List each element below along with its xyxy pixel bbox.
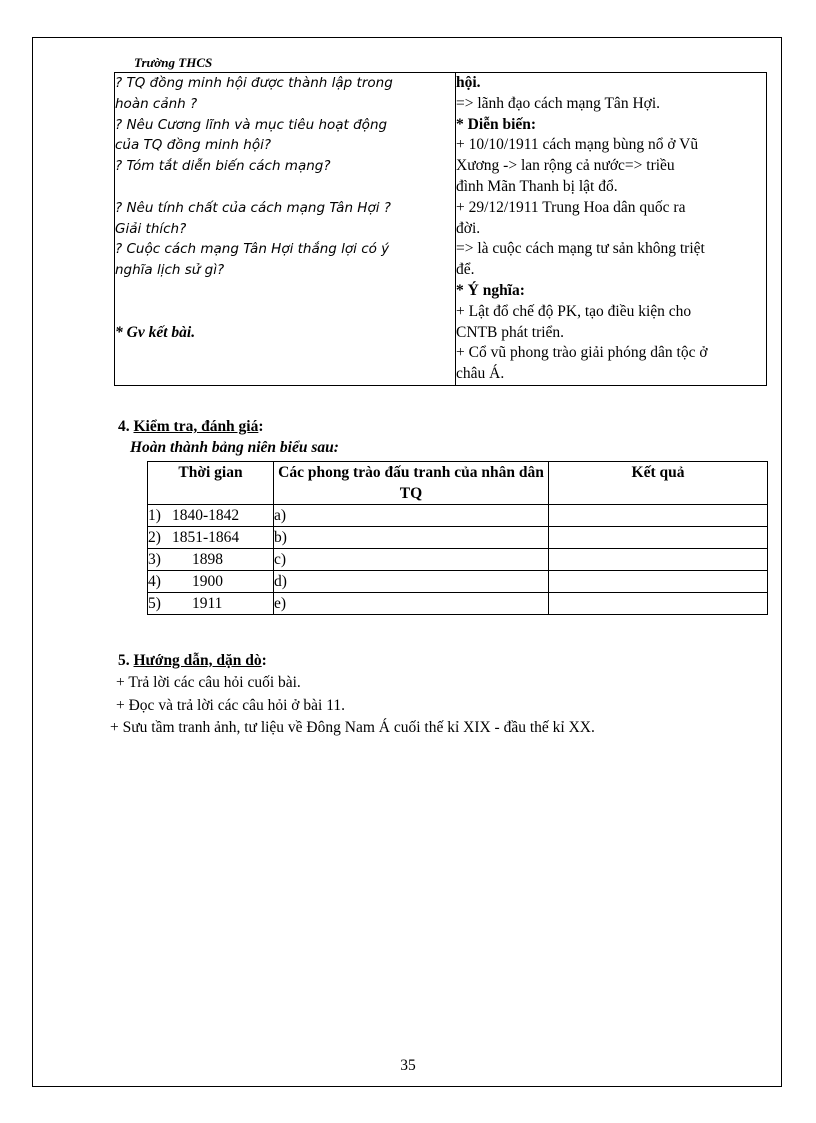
row-number: 5) [148, 595, 161, 612]
lesson-table [114, 72, 767, 386]
section-5-heading [118, 652, 267, 670]
table-row [148, 571, 768, 593]
row-year: 1851-1864 [172, 529, 240, 546]
question-line: ? Tóm tắt diễn biến cách mạng? [115, 158, 331, 175]
result-cell[interactable] [549, 549, 768, 571]
movement-cell[interactable]: d) [274, 571, 549, 593]
time-cell [148, 593, 274, 615]
row-number: 3) [148, 551, 161, 568]
movement-cell[interactable]: a) [274, 505, 549, 527]
movement-cell[interactable]: c) [274, 549, 549, 571]
header-result: Kết quả [549, 462, 768, 505]
conclusion-note: * Gv kết bài. [115, 323, 196, 341]
answer-line: + Cổ vũ phong trào giải phóng dân tộc ở [456, 344, 708, 362]
time-cell [148, 571, 274, 593]
question-line: ? Nêu Cương lĩnh và mục tiêu hoạt động [115, 116, 388, 133]
section-4-colon: : [258, 418, 264, 435]
row-number: 2) [148, 529, 161, 546]
answer-line: + Lật đổ chế độ PK, tạo điều kiện cho [456, 302, 692, 320]
result-cell[interactable] [549, 593, 768, 615]
answers-column [456, 73, 767, 386]
question-line: hoàn cảnh ? [115, 95, 198, 112]
time-cell [148, 549, 274, 571]
section-4-number: 4. [118, 418, 134, 435]
section-4-subtitle: Hoàn thành bảng niên biểu sau: [130, 439, 339, 456]
row-year: 1911 [192, 595, 223, 612]
answer-line: + 10/10/1911 cách mạng bùng nổ ở Vũ [456, 136, 699, 154]
result-cell[interactable] [549, 527, 768, 549]
question-line: Giải thích? [115, 220, 187, 237]
homework-item: + Đọc và trả lời các câu hỏi ở bài 11. [116, 697, 345, 714]
question-line: ? Nêu tính chất của cách mạng Tân Hợi ? [115, 199, 391, 216]
row-year: 1840-1842 [172, 507, 240, 524]
section-5-title: Hướng dẫn, dặn dò [133, 652, 262, 669]
answer-line: châu Á. [456, 365, 505, 383]
table-row [148, 527, 768, 549]
section-5-colon: : [261, 652, 267, 669]
table-row [148, 549, 768, 571]
answer-line: đời. [456, 219, 481, 237]
answer-heading-events: * Diễn biến: [456, 115, 537, 133]
header-time: Thời gian [148, 462, 274, 505]
time-cell [148, 505, 274, 527]
school-name: Trường THCS [134, 55, 213, 70]
answer-line: => lãnh đạo cách mạng Tân Hợi. [456, 94, 661, 112]
movement-cell[interactable]: b) [274, 527, 549, 549]
answer-heading-meaning: * Ý nghĩa: [456, 281, 525, 299]
row-number: 1) [148, 507, 161, 524]
answer-line: Xương -> lan rộng cả nước=> triều [456, 157, 675, 175]
question-line [115, 281, 455, 302]
table-row [148, 505, 768, 527]
section-4-title: Kiểm tra, đánh giá [133, 418, 259, 435]
time-cell [148, 527, 274, 549]
question-line: ? Cuộc cách mạng Tân Hợi thắng lợi có ý [115, 241, 390, 258]
header-movements: Các phong trào đấu tranh của nhân dân TQ [274, 462, 549, 505]
questions-column [115, 73, 456, 386]
section-4-heading [118, 418, 264, 436]
question-line [115, 177, 455, 198]
result-cell[interactable] [549, 505, 768, 527]
answer-line: đình Mãn Thanh bị lật đổ. [456, 177, 618, 195]
table-row [148, 593, 768, 615]
answer-line: => là cuộc cách mạng tư sản không triệt [456, 240, 705, 258]
section-5-number: 5. [118, 652, 134, 669]
answer-line: + 29/12/1911 Trung Hoa dân quốc ra [456, 198, 686, 216]
row-year: 1898 [192, 551, 223, 568]
row-year: 1900 [192, 573, 223, 590]
homework-item: + Sưu tầm tranh ảnh, tư liệu về Đông Nam Á cuối thế kỉ XIX - đầu thế kỉ XX. [110, 719, 595, 736]
answer-line: hội. [456, 74, 481, 91]
answer-line: CNTB phát triển. [456, 323, 565, 341]
row-number: 4) [148, 573, 161, 590]
answer-line: để. [456, 261, 475, 279]
page-number: 35 [400, 1057, 416, 1074]
homework-item: + Trả lời các câu hỏi cuối bài. [116, 674, 301, 691]
question-line: ? TQ đồng minh hội được thành lập trong [115, 75, 393, 91]
result-cell[interactable] [549, 571, 768, 593]
question-line: của TQ đồng minh hội? [115, 137, 271, 154]
question-line: nghĩa lịch sử gì? [115, 262, 225, 279]
timeline-header-row [148, 462, 768, 505]
timeline-table [147, 461, 768, 615]
movement-cell[interactable]: e) [274, 593, 549, 615]
question-line [115, 302, 455, 323]
